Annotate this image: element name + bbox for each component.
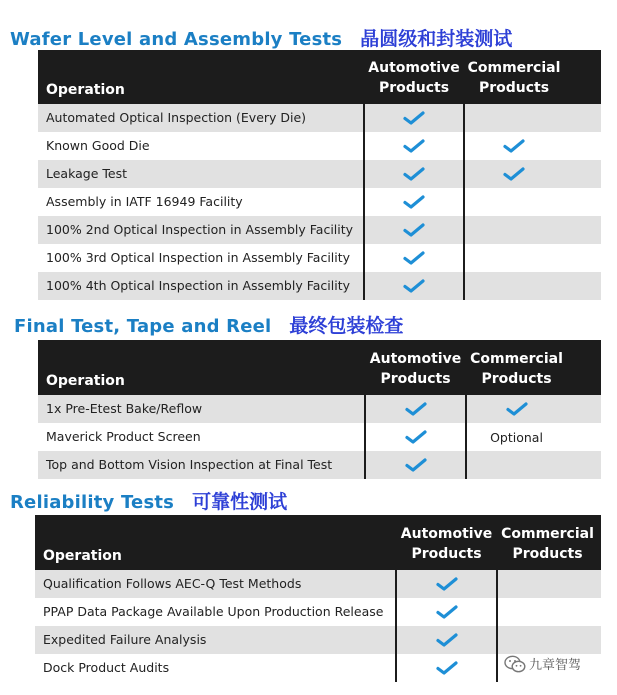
checkmark-icon bbox=[403, 251, 425, 265]
section-title bbox=[14, 311, 403, 338]
header-line: Automotive bbox=[368, 60, 460, 76]
header-line: Automotive bbox=[369, 351, 462, 367]
row-label: Automated Optical Inspection (Every Die) bbox=[46, 110, 307, 125]
header-commercial-products bbox=[466, 349, 567, 389]
header-commercial-products bbox=[497, 524, 598, 564]
cell-automotive bbox=[365, 423, 466, 451]
table-header bbox=[38, 340, 601, 395]
cell-automotive bbox=[365, 451, 466, 479]
checkmark-icon bbox=[403, 111, 425, 125]
section-title bbox=[10, 487, 287, 514]
checkmark-icon bbox=[403, 223, 425, 237]
watermark bbox=[504, 654, 581, 673]
row-label: Qualification Follows AEC-Q Test Methods bbox=[43, 576, 302, 591]
header-commercial-products bbox=[464, 58, 564, 98]
wechat-icon bbox=[504, 655, 526, 673]
table-row bbox=[35, 598, 601, 626]
table-row bbox=[38, 188, 601, 216]
cell-automotive bbox=[365, 395, 466, 423]
cell-commercial bbox=[464, 132, 564, 160]
cell-automotive bbox=[396, 570, 497, 598]
row-label: Maverick Product Screen bbox=[46, 429, 201, 444]
header-line: Commercial bbox=[470, 351, 563, 367]
checkmark-icon bbox=[506, 402, 528, 416]
row-label: 100% 3rd Optical Inspection in Assembly Facility bbox=[46, 250, 351, 265]
header-line: Products bbox=[478, 80, 550, 96]
cell-automotive bbox=[364, 104, 464, 132]
checkmark-icon bbox=[436, 577, 458, 591]
header-line: Products bbox=[481, 371, 552, 387]
cell-commercial bbox=[497, 598, 598, 626]
row-label: 100% 4th Optical Inspection in Assembly Facility bbox=[46, 278, 351, 293]
header-automotive-products bbox=[364, 58, 464, 98]
row-label: Dock Product Audits bbox=[43, 660, 170, 675]
cell-commercial bbox=[464, 160, 564, 188]
table-row bbox=[38, 132, 601, 160]
section-title-en: Final Test, Tape and Reel bbox=[14, 316, 272, 337]
checkmark-icon bbox=[503, 139, 525, 153]
table-header bbox=[38, 50, 601, 104]
header-operation: Operation bbox=[46, 82, 125, 98]
checkmark-icon bbox=[436, 605, 458, 619]
cell-automotive bbox=[396, 654, 497, 682]
cell-automotive bbox=[364, 272, 464, 300]
header-line: Commercial bbox=[501, 526, 594, 542]
section-title-en: Wafer Level and Assembly Tests bbox=[10, 29, 343, 50]
watermark-text: 九章智驾 bbox=[529, 658, 582, 673]
column-divider bbox=[395, 570, 397, 682]
table-row bbox=[38, 244, 601, 272]
cell-text: Optional bbox=[490, 429, 543, 445]
cell-commercial bbox=[466, 451, 567, 479]
header-line: Products bbox=[378, 80, 450, 96]
checkmark-icon bbox=[503, 167, 525, 181]
checkmark-icon bbox=[403, 195, 425, 209]
checkmark-icon bbox=[436, 661, 458, 675]
section-title-en: Reliability Tests bbox=[10, 492, 175, 513]
row-label: Known Good Die bbox=[46, 138, 150, 153]
row-label: Assembly in IATF 16949 Facility bbox=[46, 194, 243, 209]
data-table bbox=[38, 50, 601, 300]
checkmark-icon bbox=[405, 402, 427, 416]
cell-commercial bbox=[466, 423, 567, 451]
checkmark-icon bbox=[405, 458, 427, 472]
header-operation: Operation bbox=[43, 548, 122, 564]
table-row bbox=[38, 272, 601, 300]
cell-automotive bbox=[396, 626, 497, 654]
header-line: Products bbox=[411, 546, 482, 562]
header-automotive-products bbox=[365, 349, 466, 389]
column-divider bbox=[463, 104, 465, 300]
table-row bbox=[38, 104, 601, 132]
header-line: Products bbox=[512, 546, 583, 562]
cell-commercial bbox=[464, 188, 564, 216]
column-divider bbox=[465, 395, 467, 479]
table-row bbox=[38, 216, 601, 244]
cell-automotive bbox=[396, 598, 497, 626]
table-row bbox=[38, 160, 601, 188]
cell-automotive bbox=[364, 216, 464, 244]
table-row bbox=[38, 423, 601, 451]
checkmark-icon bbox=[403, 167, 425, 181]
cell-commercial bbox=[466, 395, 567, 423]
column-divider bbox=[364, 395, 366, 479]
cell-automotive bbox=[364, 132, 464, 160]
checkmark-icon bbox=[436, 633, 458, 647]
section-title-cn: 可靠性测试 bbox=[192, 491, 288, 513]
row-label: 100% 2nd Optical Inspection in Assembly Facility bbox=[46, 222, 354, 237]
data-table bbox=[38, 340, 601, 479]
section-title-cn: 晶圆级和封装测试 bbox=[360, 28, 513, 50]
header-line: Products bbox=[380, 371, 451, 387]
section-title bbox=[10, 24, 512, 51]
cell-commercial bbox=[464, 104, 564, 132]
table-row bbox=[38, 395, 601, 423]
header-line: Commercial bbox=[467, 60, 561, 76]
row-label: Leakage Test bbox=[46, 166, 127, 181]
cell-automotive bbox=[364, 244, 464, 272]
cell-commercial bbox=[464, 216, 564, 244]
row-label: Expedited Failure Analysis bbox=[43, 632, 207, 647]
row-label: 1x Pre-Etest Bake/Reflow bbox=[46, 401, 203, 416]
cell-commercial bbox=[464, 244, 564, 272]
header-automotive-products bbox=[396, 524, 497, 564]
column-divider bbox=[363, 104, 365, 300]
cell-automotive bbox=[364, 188, 464, 216]
row-label: PPAP Data Package Available Upon Production Release bbox=[43, 604, 384, 619]
header-operation: Operation bbox=[46, 373, 125, 389]
section-title-cn: 最终包装检查 bbox=[289, 315, 404, 337]
table-row bbox=[35, 626, 601, 654]
checkmark-icon bbox=[405, 430, 427, 444]
checkmark-icon bbox=[403, 139, 425, 153]
table-row bbox=[38, 451, 601, 479]
cell-commercial bbox=[497, 570, 598, 598]
cell-commercial bbox=[464, 272, 564, 300]
cell-automotive bbox=[364, 160, 464, 188]
column-divider bbox=[496, 570, 498, 682]
row-label: Top and Bottom Vision Inspection at Final Test bbox=[46, 457, 333, 472]
header-line: Automotive bbox=[400, 526, 493, 542]
table-row bbox=[35, 570, 601, 598]
checkmark-icon bbox=[403, 279, 425, 293]
table-header bbox=[35, 515, 601, 570]
cell-commercial bbox=[497, 626, 598, 654]
